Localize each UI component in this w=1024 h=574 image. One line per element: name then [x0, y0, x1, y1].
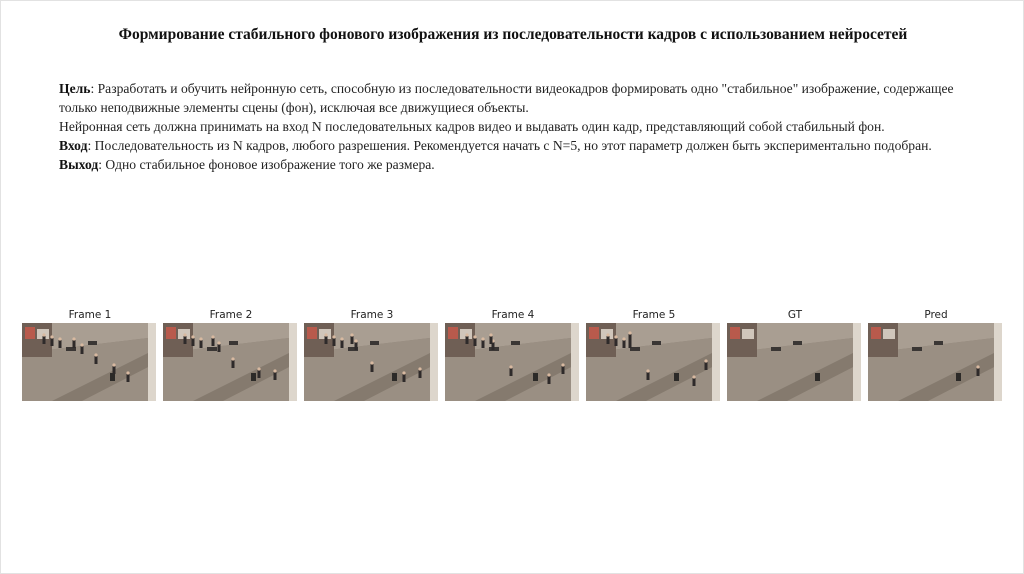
frame-image	[586, 323, 720, 401]
frame-panel-gt	[727, 307, 863, 401]
frame-image	[163, 323, 297, 401]
frame-label: Pred	[924, 309, 948, 321]
frame-label: Frame 1	[68, 309, 112, 321]
frame-panel-1	[22, 307, 158, 401]
output-label: Выход	[59, 157, 99, 172]
input-text: : Последовательность из N кадров, любого разрешения. Рекомендуется начать с N=5, но этот параметр должен быть экспериментально подобран.	[87, 138, 932, 153]
frame-strip	[22, 307, 1004, 403]
goal-text: : Разработать и обучить нейронную сеть, способную из последовательности видеокадров формировать одно "стабильное" изображение, содержащее только неподвижные элементы сцены (фон), исключая все движущиеся объекты.	[59, 81, 954, 115]
task-description	[59, 79, 979, 174]
frame-image	[304, 323, 438, 401]
output-text: : Одно стабильное фоновое изображение того же размера.	[98, 157, 435, 172]
frame-image	[868, 323, 1002, 401]
goal-label: Цель	[59, 81, 91, 96]
input-paragraph	[59, 136, 979, 155]
input-label: Вход	[59, 138, 88, 153]
requirement-paragraph: Нейронная сеть должна принимать на вход N последовательных кадров видео и выдавать один кадр, представляющий собой стабильный фон.	[59, 119, 885, 134]
frame-panel-4	[445, 307, 581, 401]
frame-panel-pred	[868, 307, 1004, 401]
frame-image	[22, 323, 156, 401]
frame-label: Frame 4	[491, 309, 535, 321]
frame-panel-3	[304, 307, 440, 401]
frame-label: Frame 3	[350, 309, 394, 321]
frame-image	[727, 323, 861, 401]
goal-paragraph	[59, 79, 979, 117]
frame-panel-5	[586, 307, 722, 401]
output-paragraph	[59, 155, 979, 174]
frame-label: Frame 5	[632, 309, 676, 321]
frame-image	[445, 323, 579, 401]
frame-label: GT	[787, 309, 803, 321]
slide-title: Формирование стабильного фонового изображения из последовательности кадров с использованием нейросетей	[118, 26, 908, 43]
frame-panel-2	[163, 307, 299, 401]
frame-label: Frame 2	[209, 309, 253, 321]
